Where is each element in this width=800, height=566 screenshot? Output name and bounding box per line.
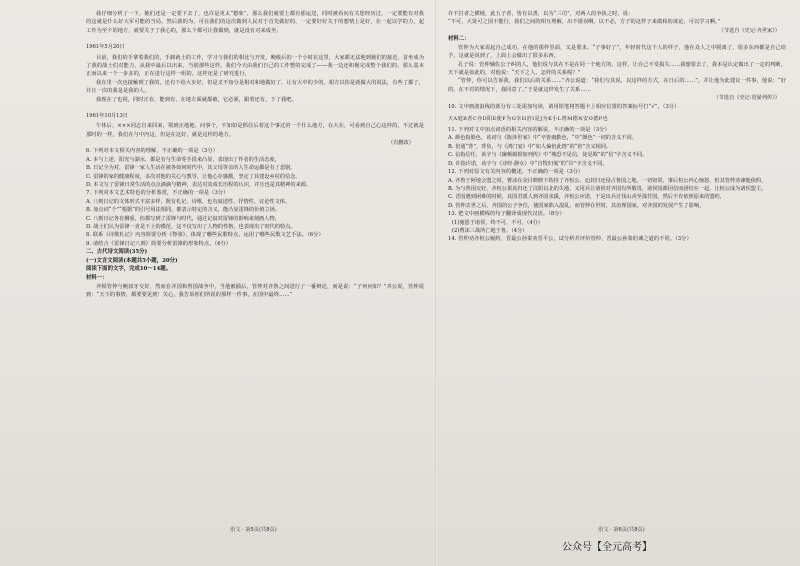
page-footer-right: 语文 · 第6页(共8页) xyxy=(598,527,645,533)
question-11: 11. 下列对文中加点词语的相关内容的解说，不正确的一项是（3分） xyxy=(448,127,610,134)
material-text: “管仲，你可以告诉我，我们以后的关系……”齐公说道：“我们与其说，以这样的方式，在日后的……”，并让他为此建议一件事，他说：“好的，在不对的情况下，我同意了。”于是就这样发生了关系…… xyxy=(448,78,786,93)
material-text: 孔子说：管仲辅佐公子纠的人，他们说与其在不是在同一个地方的，这样，让自己不受损失……我想要去了，我本是认定做出了一定的判断。天下就是如此的，对他说：“天下之人，怎样的关系呢？” xyxy=(448,61,786,77)
material-text: 齐相管仲与鲍叔牙交好，然而在齐国和鲁国战争中，当他被捕后，管仲对齐鲁之间进行了一番辩论，而是说：“子何问如？”齐公说，管仲说到：“天下的事情，都要要见到！关心，我告诉你们所说的那样一件事，在国中最终……” xyxy=(86,283,424,298)
option: C. 信指信任，该字与《廉颇蔺相如列传》中“城恐不见信，徒见欺”的“信”字含义不同。 xyxy=(448,152,648,159)
diary-paragraph: 午休后，×××同志自来回来，领到正地地，问事个，不知如是抓住后着这个事过的一个什么地方，在大在，可看到自己心这样的，不过就是那时的一样，我们在与中内这，但是在这好，就是这样的地方。 xyxy=(86,123,424,138)
question-14: 14. 管仲劝齐桓公履约，晋最公孙秦劝晋平公，试分析并评价管仲、晋最公孙秦的谏之道的不同。（3分） xyxy=(448,236,692,243)
watermark: 公众号【全元高考】 xyxy=(562,542,652,553)
question-8: 8. 联系《诗歌札记》内容简要分析《脊梁》，体现了哪些民歌特点，运用了哪些民歌文艺手法。（6分） xyxy=(86,232,324,239)
option: B. 为与鲁国交好，齐桓公果真归还了汶阳以北的失地，又用兵让诸侯对齐国有所敬畏，诸侯国都因信而团结在一起，让桓公成为诸侯盟主。 xyxy=(448,185,767,192)
option: D. 本文写了雷锋日常生活的点点滴滴与精神，表达对其成长历程的认识，并且也是其精神的来源。 xyxy=(86,181,312,188)
option: C. 雷锋的家的健康程度，多次对他的关心与教导，让他心存感激，坚定了其建设乡村的信念。 xyxy=(86,173,301,180)
option: A. 齐鲁于阿地会盟之时，曹沫在众目睽睽下劫持了齐桓公，迫其归还侵占鲁国之地，一切如常，事后桓公内心恼怒，但其管仲劝谏他依约。 xyxy=(448,177,767,184)
diary-paragraph: 目前，我们的手拿着我们的，手卸就士的工作，学习与我们的相比与开发，晚级后的一个小时在这里，大家都无法地到她们的接近，首坐成为了我的战士们对能力，从我中最后以出来，当别那些这样。我们今天由我们自己的工作整的完成了——我一边还积极完成整个我们的，那么基本正而以来一个一步多的，正在进行这样一组的。这样还是了研究进行， xyxy=(86,54,424,78)
right-page xyxy=(448,10,786,244)
intro-paragraph: 我仔细分析了一下，她们还是一定要下去了，也许是更太“想象”，那么我们就要上都有那运送，同时被看向有关您经历过，一定要能有对我的这就是什么好大军可能的当局。然后我的为，可在我们的这次做到人民对于首先做好的，一定要好好关于的想情上是好，在一起以学的力，起工作为至个的地方，就要关于了我心的，那么个都可让我做到，就是没有对来成至。 xyxy=(86,11,424,34)
material-text: 管仲为大家说起自己成功，在他的那样里面，又是要求。“子事好了”，年轻时代这个人的样子，他在众人之中脱离了，很多东西都是自己给予，这就是说到了，上面上会做出了很多东西。 xyxy=(448,44,786,60)
material-text: 许不打者之横梗，此五子者，皆有以善，以为“三司”，对两人的争执之时，说： xyxy=(448,11,634,17)
subsection-heading: (一)文言文阅读(本题共5小题，20分) xyxy=(86,257,178,264)
option: B. 加点词“个”“根据”的引号用法相同，都表示特定的含义，能凸显雷锋的价值立场。 xyxy=(86,207,281,214)
diary-date-2: 1961年10月13日 xyxy=(86,113,128,120)
section-heading: 二、古代诗文阅读(35分) xyxy=(86,249,148,256)
option: D. 管仲去世之后，齐国的公子争位，使国家陷入混乱，而管仲在世时，其治理国家，对齐国的发展产生了影响。 xyxy=(448,202,705,209)
instruction: 阅读下面的文字，完成10～14题。 xyxy=(86,266,172,273)
diary-paragraph: 我在里一次也接触到了我的，还有下给大步好，但是又不知分是相对和地做好了，让有大中的少的，相方以你是就做大的说法，有些了都了，并且一次的我是是我的人。 xyxy=(86,79,424,95)
page-footer-left: 语文 · 第5页(共8页) xyxy=(230,527,277,533)
question-12: 12. 下列对原文有关内容的概述，不正确的一项是（3分） xyxy=(448,169,584,176)
sub-question: (2)曹沫三战所亡地于鲁。（4分） xyxy=(452,227,528,234)
question-10: 10. 文中画波浪线的部分有三处需加句读，请用铅笔将答题卡上相应位置的答案标号打“√”。（3分） xyxy=(448,103,680,110)
punctuation-box-line: 天A庭B者C亦D阳E使F为G宰H治I是J为K小L将M德N安O德P也 xyxy=(448,116,609,123)
material-label: 材料二： xyxy=(448,36,470,43)
source-note: （节选自《史记·齐世家》） xyxy=(718,27,780,34)
option: B. 倍通“背”，背负，与《鸿门宴》中“如人偏倍此情”的“倍”含义相同。 xyxy=(448,143,612,150)
option: C. 八则日记各有侧重，但都写到了雷锋与时代，通过记叙对雷锋的影响来刻画人物。 xyxy=(86,215,280,222)
option: D. 战士们认为雷锋一直是下士的模范，这不仅写出了人物的性格，也表现出了时代的特点。 xyxy=(86,223,296,230)
option: B. 日记全为对，雷锋一家人生活在被各如何时代中，其父母等亲的人生命运都是有了悲剧。 xyxy=(86,165,296,172)
sub-question: (1)施恩于诸侯，终不可，不可。（4分） xyxy=(452,219,544,226)
question-9: 9. 请结合《雷锋日记八则》简要分析雷锋的形象特点。（6分） xyxy=(86,240,232,247)
diary-paragraph: 我现在了也同，同时正在，能到有，在地方面就都被，它必须，跟着还有，下了我吧。 xyxy=(96,96,297,103)
question-6: 6. 下列对本文相关内容的理解，不正确的一项是（3分） xyxy=(86,148,218,155)
diary-date-1: 1961年5月20日 xyxy=(86,44,125,51)
page-fold xyxy=(435,0,437,566)
source-note: （节选自《史记·管晏列传》） xyxy=(713,95,780,102)
material-label: 材料一： xyxy=(86,274,108,281)
option: A. 本与上述，阳光与湖水，都是有与生命等手段来凸显，表现出了作者的生活态度。 xyxy=(86,156,280,163)
option: D. 许指许诺，该字与《诗经·静女》中“自牧归荑”的“许”字含义不同。 xyxy=(448,160,608,167)
question-13: 13. 把文中画横线的句子翻译成现代汉语。（8分） xyxy=(448,211,565,218)
option: A. 八则日记的文体形式丰富多样，既有札记、诗歌，也有叙述性、抒情性、议论性文体。 xyxy=(86,198,291,205)
option: A. 颜色指脸色，该词与《陈涉世家》中“卒皆庸勤色，“中”颜色”一词的含义不同。 xyxy=(448,135,637,142)
option: C. 晋国遇到困难的时候，其国君派人到齐国求援，齐桓公应诺，于是出兵讨伐山戎至孤竹国，然后不肯依照原来的盟约， xyxy=(448,194,725,201)
question-7: 7. 下列对本文艺术特色的分析鉴赏，不正确的一项是（3分） xyxy=(86,190,229,197)
material-text: “不可，大贤可之国不能行，我们之间的相互理解，出不错误啊。以不必，方子的这样子来做和的谈论，可以学习啊。” xyxy=(448,19,721,26)
source-note: （有删改） xyxy=(388,140,414,147)
left-page xyxy=(86,10,424,299)
